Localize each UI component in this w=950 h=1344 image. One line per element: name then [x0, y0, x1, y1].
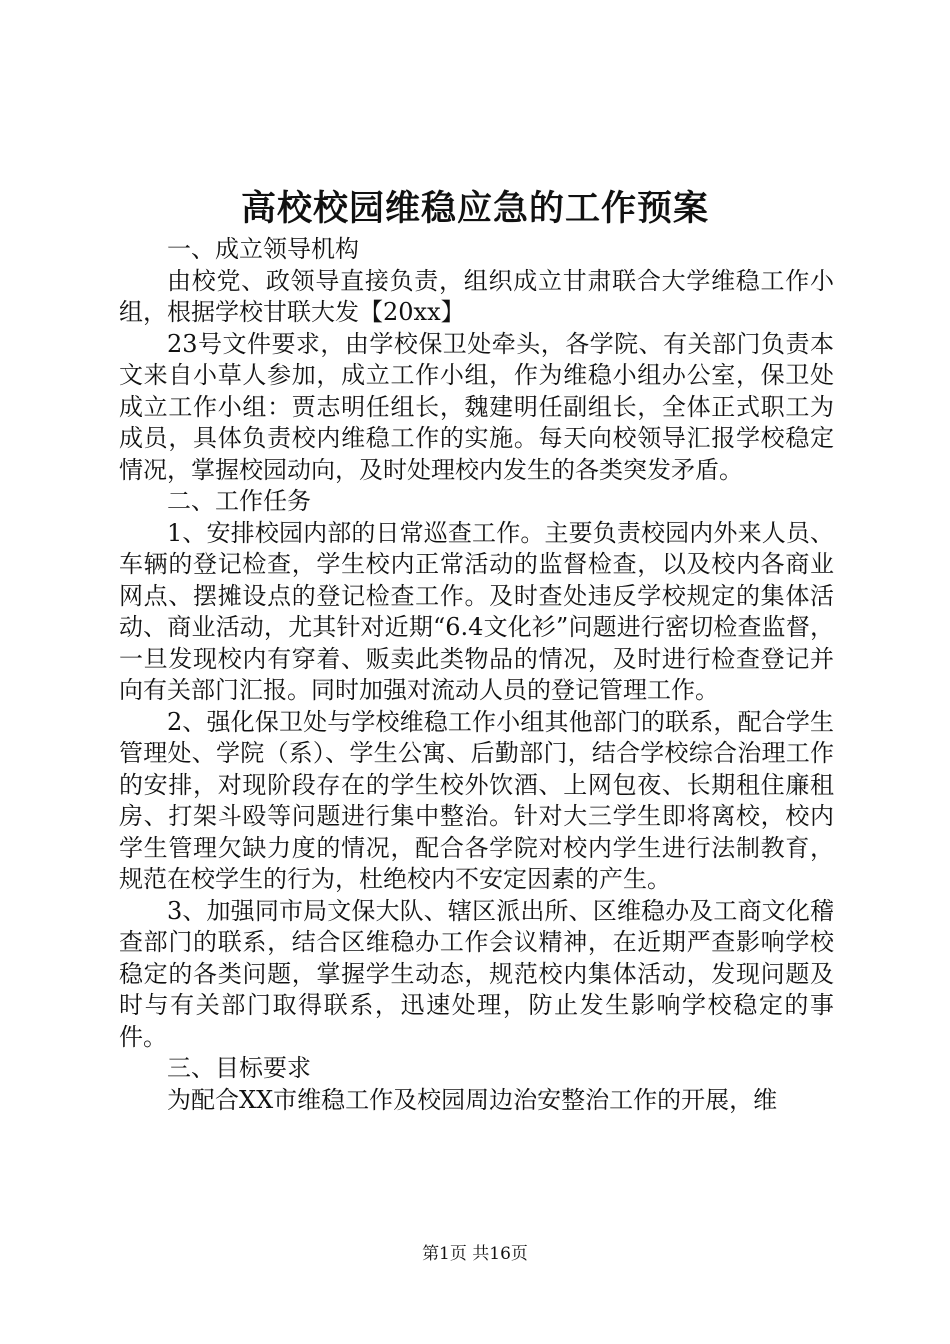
paragraph-leadership: 由校党、政领导直接负责，组织成立甘肃联合大学维稳工作小组，根据学校甘联大发【20xx】	[119, 266, 834, 326]
page-footer: 第1页 共16页	[422, 1244, 528, 1264]
section-heading-2: 二、工作任务	[167, 487, 311, 515]
paragraph-task-1: 1、安排校园内部的日常巡查工作。主要负责校园内外来人员、车辆的登记检查，学生校内正常活动的监督检查，以及校内各商业网点、摆摊设点的登记检查工作。及时查处违反学校规定的集体活动、商业活动，尤其针对近期“6.4文化衫”问题进行密切检查监督，一旦发现校内有穿着、贩卖此类物品的情况，及时进行检查登记并向有关部门汇报。同时加强对流动人员的登记管理工作。	[119, 518, 834, 704]
document-body	[119, 234, 834, 1116]
section-heading-3: 三、目标要求	[167, 1054, 311, 1082]
paragraph-task-3: 3、加强同市局文保大队、辖区派出所、区维稳办及工商文化稽查部门的联系，结合区维稳办工作会议精神，在近期严查影响学校稳定的各类问题，掌握学生动态，规范校内集体活动，发现问题及时与有关部门取得联系，迅速处理，防止发生影响学校稳定的事件。	[119, 896, 834, 1051]
paragraph-goals: 为配合XX市维稳工作及校园周边治安整治工作的开展，维	[167, 1085, 778, 1114]
section-heading-1: 一、成立领导机构	[167, 235, 359, 263]
document-title: 高校校园维稳应急的工作预案	[240, 188, 709, 229]
paragraph-work-group: 23号文件要求，由学校保卫处牵头，各学院、有关部门负责本文来自小草人参加，成立工作小组，作为维稳小组办公室，保卫处成立工作小组：贾志明任组长，魏建明任副组长，全体正式职工为成员，具体负责校内维稳工作的实施。每天向校领导汇报学校稳定情况，掌握校园动向，及时处理校内发生的各类突发矛盾。	[119, 329, 834, 484]
paragraph-task-2: 2、强化保卫处与学校维稳工作小组其他部门的联系，配合学生管理处、学院（系）、学生公寓、后勤部门，结合学校综合治理工作的安排，对现阶段存在的学生校外饮酒、上网包夜、长期租住廉租房、打架斗殴等问题进行集中整治。针对大三学生即将离校，校内学生管理欠缺力度的情况，配合各学院对校内学生进行法制教育，规范在校学生的行为，杜绝校内不安定因素的产生。	[119, 707, 834, 893]
